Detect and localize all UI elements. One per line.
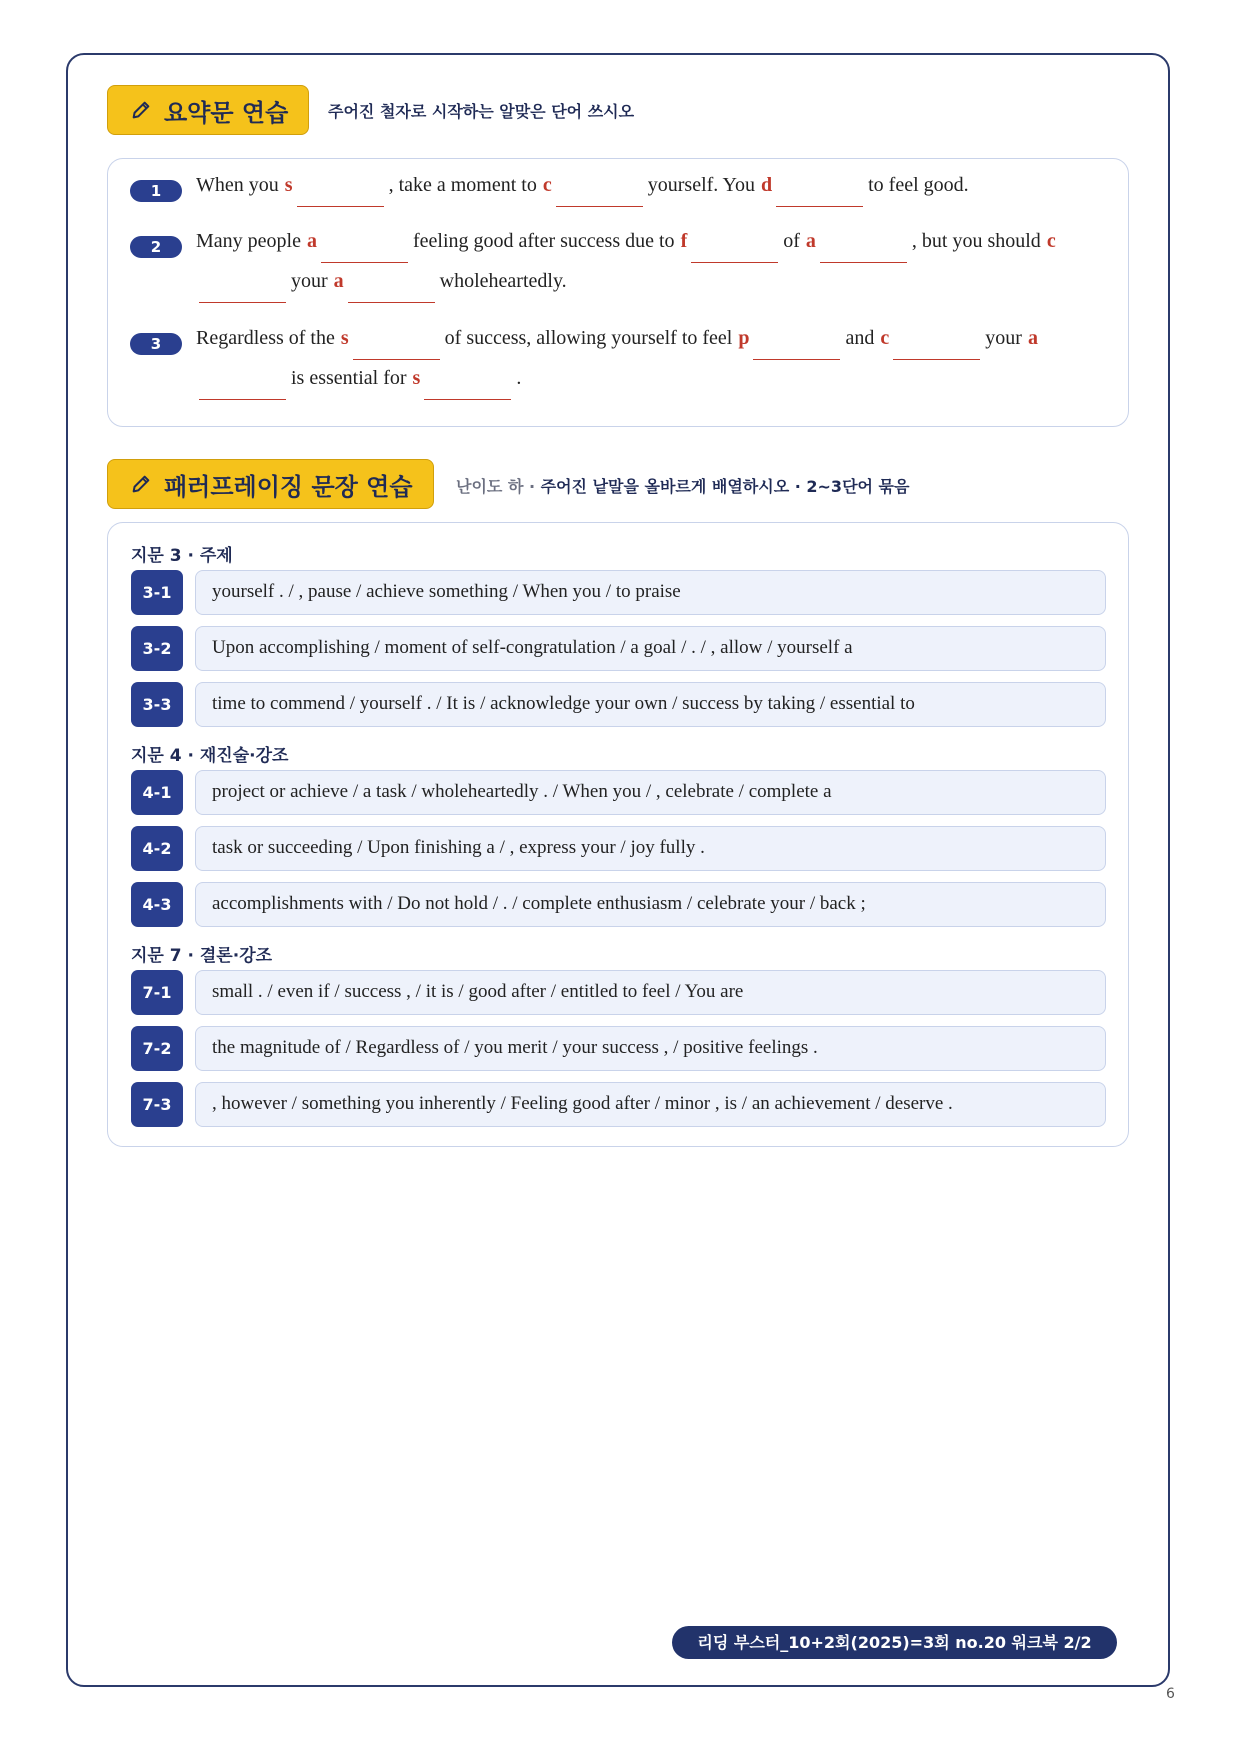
question-number: 2 xyxy=(130,236,182,258)
question-line xyxy=(195,230,1056,272)
item-number: 3-1 xyxy=(131,570,183,615)
question-line xyxy=(195,327,1038,369)
question-text: feeling good after success due to xyxy=(412,230,675,252)
question-line xyxy=(195,367,522,409)
summary-section-title: 요약문 연습 xyxy=(164,98,289,127)
initial-letter: a xyxy=(306,230,317,252)
initial-letter: c xyxy=(880,327,890,349)
item-number: 7-1 xyxy=(131,970,183,1015)
item-number: 7-3 xyxy=(131,1082,183,1127)
answer-blank[interactable] xyxy=(753,327,840,360)
question-text: and xyxy=(845,327,875,349)
answer-blank[interactable] xyxy=(348,270,435,303)
answer-blank[interactable] xyxy=(321,230,408,263)
answer-blank[interactable] xyxy=(820,230,907,263)
answer-blank[interactable] xyxy=(424,367,511,400)
question-line xyxy=(195,174,970,216)
answer-blank[interactable] xyxy=(776,174,863,207)
word-chunks-box: task or succeeding / Upon finishing a / , express your / joy fully . xyxy=(195,826,1106,871)
question-text: . xyxy=(516,367,522,389)
paraphrase-instruction: 주어진 낱말을 올바르게 배열하시오 · 2~3단어 묶음 xyxy=(540,477,910,496)
word-chunks-box: Upon accomplishing / moment of self-congratulation / a goal / . / , allow / yourself a xyxy=(195,626,1106,671)
question-text: Regardless of the xyxy=(196,327,335,349)
footer-label: 리딩 부스터_10+2회(2025)=3회 no.20 워크북 2/2 xyxy=(672,1626,1117,1659)
answer-blank[interactable] xyxy=(893,327,980,360)
initial-letter: s xyxy=(284,174,293,196)
answer-blank[interactable] xyxy=(199,367,286,400)
paraphrase-instruction-line xyxy=(456,474,909,497)
item-number: 4-1 xyxy=(131,770,183,815)
question-text: is essential for xyxy=(291,367,407,389)
answer-blank[interactable] xyxy=(297,174,384,207)
question-text: Many people xyxy=(196,230,301,252)
question-text: yourself. You xyxy=(647,174,755,196)
passage-group-label: 지문 3 · 주제 xyxy=(131,546,233,566)
question-text: of success, allowing yourself to feel xyxy=(444,327,733,349)
initial-letter: f xyxy=(680,230,688,252)
initial-letter: p xyxy=(738,327,750,349)
question-line xyxy=(195,270,568,312)
paraphrase-section-header xyxy=(107,459,434,509)
page-number: 6 xyxy=(1166,1686,1175,1702)
question-text: wholeheartedly. xyxy=(439,270,567,292)
word-chunks-box: time to commend / yourself . / It is / acknowledge your own / success by taking / essential to xyxy=(195,682,1106,727)
question-text: When you xyxy=(196,174,279,196)
question-text: to feel good. xyxy=(868,174,969,196)
initial-letter: d xyxy=(761,174,773,196)
initial-letter: a xyxy=(805,230,816,252)
answer-blank[interactable] xyxy=(691,230,778,263)
paraphrase-section-title: 패러프레이징 문장 연습 xyxy=(164,472,413,501)
difficulty-label: 난이도 하 · xyxy=(456,477,536,496)
item-number: 3-3 xyxy=(131,682,183,727)
answer-blank[interactable] xyxy=(556,174,643,207)
question-text: , take a moment to xyxy=(388,174,537,196)
word-chunks-box: the magnitude of / Regardless of / you merit / your success , / positive feelings . xyxy=(195,1026,1106,1071)
initial-letter: c xyxy=(1046,230,1056,252)
item-number: 4-2 xyxy=(131,826,183,871)
initial-letter: a xyxy=(333,270,344,292)
initial-letter: c xyxy=(542,174,552,196)
question-number: 1 xyxy=(130,180,182,202)
item-number: 7-2 xyxy=(131,1026,183,1071)
question-number: 3 xyxy=(130,333,182,355)
passage-group-label: 지문 4 · 재진술·강조 xyxy=(131,746,289,766)
word-chunks-box: yourself . / , pause / achieve something / When you / to praise xyxy=(195,570,1106,615)
summary-instruction: 주어진 철자로 시작하는 알맞은 단어 쓰시오 xyxy=(328,102,635,121)
question-text: , but you should xyxy=(911,230,1041,252)
word-chunks-box: project or achieve / a task / wholeheartedly . / When you / , celebrate / complete a xyxy=(195,770,1106,815)
word-chunks-box: small . / even if / success , / it is / good after / entitled to feel / You are xyxy=(195,970,1106,1015)
passage-group-label: 지문 7 · 결론·강조 xyxy=(131,946,273,966)
word-chunks-box: , however / something you inherently / Feeling good after / minor , is / an achievement / deserve . xyxy=(195,1082,1106,1127)
initial-letter: a xyxy=(1027,327,1038,349)
summary-section-header xyxy=(107,85,309,135)
pencil-icon xyxy=(130,99,152,121)
initial-letter: s xyxy=(340,327,349,349)
item-number: 3-2 xyxy=(131,626,183,671)
question-text: your xyxy=(291,270,328,292)
answer-blank[interactable] xyxy=(353,327,440,360)
item-number: 4-3 xyxy=(131,882,183,927)
question-text: of xyxy=(783,230,800,252)
word-chunks-box: accomplishments with / Do not hold / . / complete enthusiasm / celebrate your / back ; xyxy=(195,882,1106,927)
answer-blank[interactable] xyxy=(199,270,286,303)
pencil-icon xyxy=(130,473,152,495)
initial-letter: s xyxy=(412,367,421,389)
question-text: your xyxy=(985,327,1022,349)
